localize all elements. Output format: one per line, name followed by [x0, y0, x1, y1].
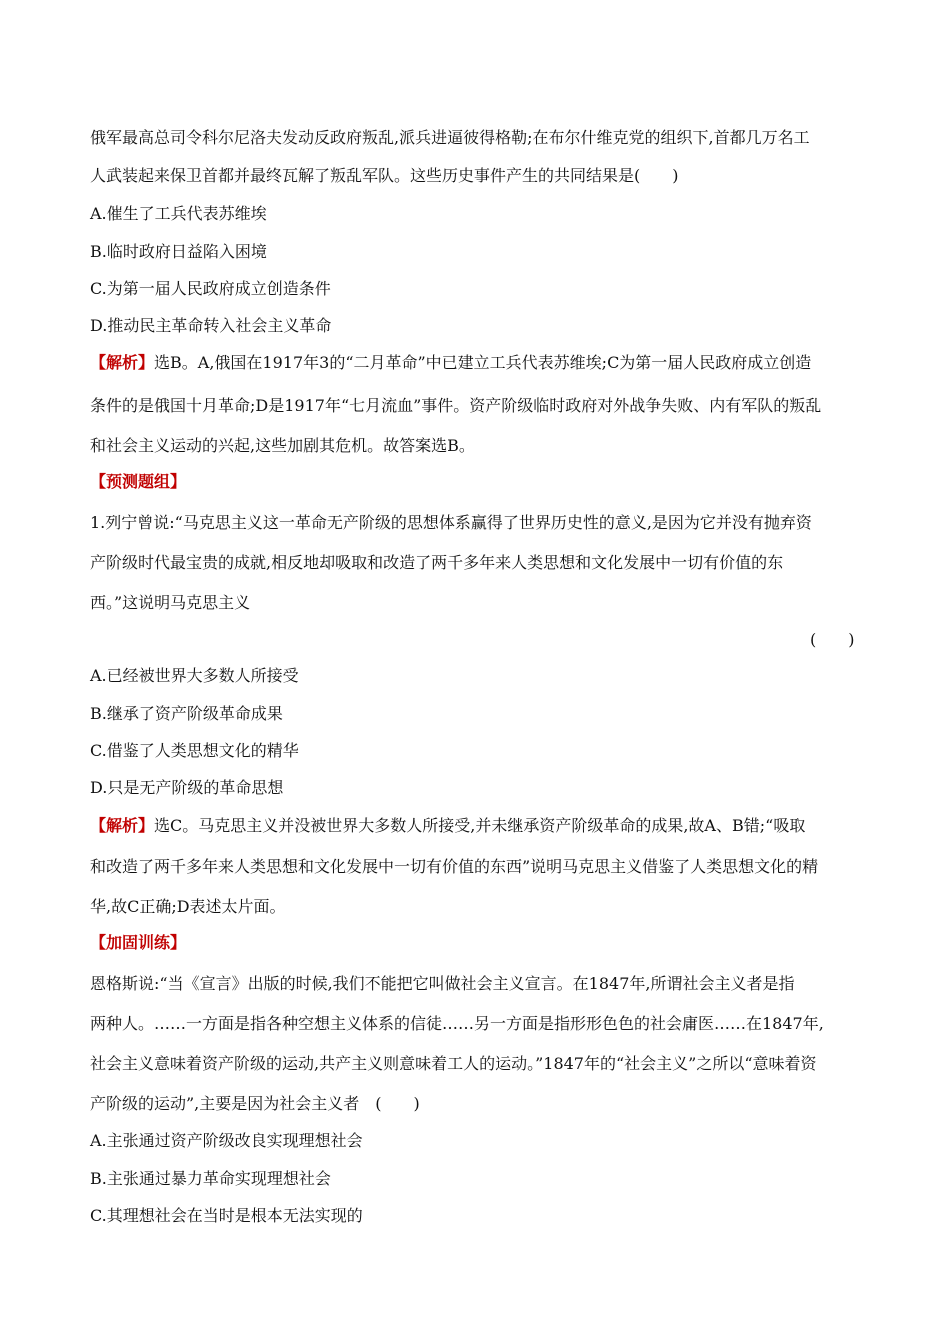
option-d: D.推动民主革命转入社会主义革命	[90, 316, 332, 335]
analysis-text: 选B。A,俄国在1917年3的“二月革命”中已建立工兵代表苏维埃;C为第一届人民政府成立创造	[154, 353, 812, 372]
question-stem-line: 恩格斯说:“当《宣言》出版的时候,我们不能把它叫做社会主义宣言。在1847年,所谓社会主义者是指	[90, 974, 795, 993]
question-stem-line: 社会主义意味着资产阶级的运动,共产主义则意味着工人的运动。”1847年的“社会主义”之所以“意味着资	[90, 1054, 817, 1073]
analysis-line: 和改造了两千多年来人类思想和文化发展中一切有价值的东西”说明马克思主义借鉴了人类思想文化的精	[90, 857, 819, 876]
analysis-line	[90, 816, 860, 836]
option-b: B.临时政府日益陷入困境	[90, 242, 267, 261]
option-d: D.只是无产阶级的革命思想	[90, 778, 284, 797]
section-heading-predict: 【预测题组】	[90, 472, 187, 491]
analysis-line	[90, 353, 860, 373]
section-heading-reinforce: 【加固训练】	[90, 933, 187, 952]
option-c: C.其理想社会在当时是根本无法实现的	[90, 1206, 363, 1225]
option-b: B.继承了资产阶级革命成果	[90, 704, 283, 723]
analysis-tag: 【解析】	[90, 816, 155, 835]
analysis-line: 和社会主义运动的兴起,这些加剧其危机。故答案选B。	[90, 436, 475, 455]
option-a: A.已经被世界大多数人所接受	[90, 666, 299, 685]
option-a: A.催生了工兵代表苏维埃	[90, 204, 267, 223]
answer-paren: ( )	[810, 630, 855, 649]
question-stem-line: 人武装起来保卫首都并最终瓦解了叛乱军队。这些历史事件产生的共同结果是( )	[90, 166, 679, 185]
question-stem-line: 产阶级时代最宝贵的成就,相反地却吸取和改造了两千多年来人类思想和文化发展中一切有价值的东	[90, 553, 784, 572]
analysis-tag: 【解析】	[90, 353, 155, 372]
option-a: A.主张通过资产阶级改良实现理想社会	[90, 1131, 363, 1150]
option-b: B.主张通过暴力革命实现理想社会	[90, 1169, 331, 1188]
question-stem-line: 西。”这说明马克思主义	[90, 593, 251, 612]
question-stem-line: 产阶级的运动”,主要是因为社会主义者 ( )	[90, 1094, 420, 1113]
question-stem-line: 俄军最高总司令科尔尼洛夫发动反政府叛乱,派兵进逼彼得格勒;在布尔什维克党的组织下,首都几万名工	[90, 128, 810, 147]
analysis-line: 条件的是俄国十月革命;D是1917年“七月流血”事件。资产阶级临时政府对外战争失败、内有军队的叛乱	[90, 396, 822, 415]
question-stem-line: 1.列宁曾说:“马克思主义这一革命无产阶级的思想体系赢得了世界历史性的意义,是因为它并没有抛弃资	[90, 513, 812, 532]
question-stem-line: 两种人。……一方面是指各种空想主义体系的信徒……另一方面是指形形色色的社会庸医……在1847年,	[90, 1014, 824, 1033]
option-c: C.借鉴了人类思想文化的精华	[90, 741, 299, 760]
option-c: C.为第一届人民政府成立创造条件	[90, 279, 331, 298]
analysis-text: 选C。马克思主义并没被世界大多数人所接受,并未继承资产阶级革命的成果,故A、B错;“吸取	[154, 816, 806, 835]
analysis-line: 华,故C正确;D表述太片面。	[90, 897, 286, 916]
